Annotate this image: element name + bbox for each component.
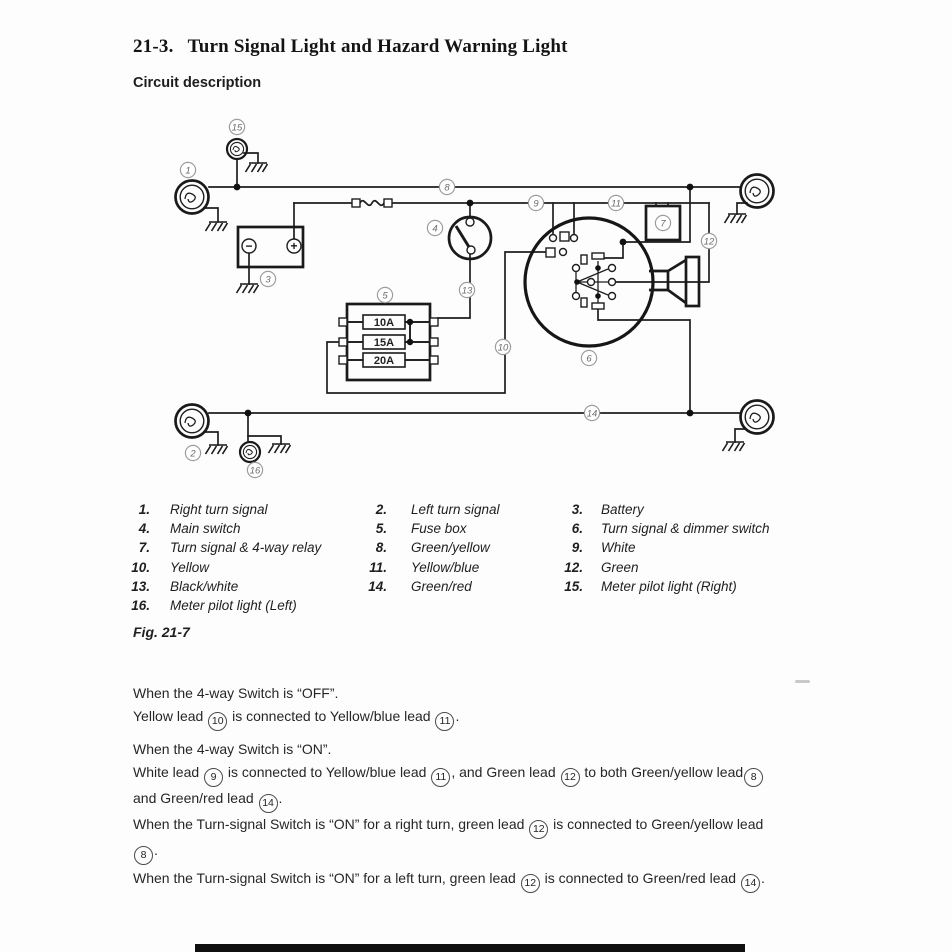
figure-caption: Fig. 21-7 — [133, 624, 190, 640]
left-turn-signal-lamp — [176, 405, 209, 438]
section-number: 21-3. — [133, 36, 174, 57]
diagram-label-4 — [427, 220, 442, 235]
legend-item: 13. Black/white — [131, 578, 239, 594]
lead-ref-12: 12 — [529, 820, 548, 839]
lead-ref-9: 9 — [204, 768, 223, 787]
svg-text:15: 15 — [231, 122, 243, 134]
diagram-label-1 — [180, 162, 195, 177]
fuse-10a-label: 10A — [373, 317, 395, 329]
svg-text:7: 7 — [660, 218, 666, 230]
fuse-15a-label: 15A — [373, 337, 395, 349]
diagram-number-labels — [180, 119, 716, 477]
lead-ref-11: 11 — [431, 768, 450, 787]
left-rear-turn-lamp — [741, 401, 774, 434]
diagram-label-7 — [655, 215, 670, 230]
paragraph-4way-on: When the 4-way Switch is “ON”. White lead 9 is connected to Yellow/blue lead 11 , and Green lead 12 to both Green/yellow lead 8 and Green/red lead 14 . — [133, 738, 923, 813]
diagram-label-3 — [260, 271, 275, 286]
legend-item: 15. Meter pilot light (Right) — [564, 578, 737, 594]
battery-plus-sign: + — [290, 239, 298, 253]
svg-text:8: 8 — [444, 182, 450, 194]
paragraph-4way-off: When the 4-way Switch is “OFF”. Yellow lead 10 is connected to Yellow/blue lead 11 . — [133, 682, 923, 731]
fuse-20a-label: 20A — [373, 355, 395, 367]
fuse-box — [339, 304, 438, 380]
svg-text:6: 6 — [586, 353, 592, 365]
right-rear-turn-lamp — [741, 175, 774, 208]
diagram-label-8 — [439, 179, 454, 194]
diagram-label-10 — [495, 339, 510, 354]
diagram-label-16 — [247, 462, 262, 477]
scan-artifact — [795, 680, 810, 683]
legend-item: 9. White — [571, 540, 636, 556]
svg-text:12: 12 — [703, 236, 715, 248]
svg-text:4: 4 — [432, 223, 438, 235]
lead-ref-8: 8 — [134, 846, 153, 865]
svg-text:9: 9 — [533, 198, 539, 210]
svg-text:16: 16 — [249, 465, 261, 477]
diagram-label-13 — [459, 282, 474, 297]
lead-ref-12: 12 — [521, 874, 540, 893]
diagram-label-5 — [377, 287, 392, 302]
legend-item: 2. Left turn signal — [375, 502, 500, 517]
meter-pilot-left-lamp — [240, 442, 260, 462]
legend-item: 10. Yellow — [131, 559, 210, 575]
paragraph-right-turn: When the Turn-signal Switch is “ON” for a right turn, green lead 12 is connected to Green/yellow lead 8 . — [133, 813, 923, 865]
legend-column-2 — [355, 500, 500, 596]
switch-connector — [546, 232, 616, 309]
diagram-label-14 — [584, 405, 599, 420]
diagram-label-12 — [701, 233, 716, 248]
svg-text:5: 5 — [382, 290, 388, 302]
meter-pilot-right-lamp — [227, 139, 247, 159]
legend-item: 12. Green — [564, 559, 639, 575]
legend-item: 16. Meter pilot light (Left) — [131, 598, 297, 614]
diagram-label-15 — [229, 119, 244, 134]
legend-column-1 — [120, 500, 321, 615]
svg-text:10: 10 — [497, 342, 509, 354]
svg-text:14: 14 — [586, 408, 598, 420]
legend-item: 14. Green/red — [368, 578, 472, 594]
svg-text:11: 11 — [611, 198, 621, 210]
lead-ref-10: 10 — [208, 712, 227, 731]
legend-item: 7. Turn signal & 4-way relay — [138, 540, 322, 556]
svg-text:13: 13 — [461, 285, 473, 297]
legend-item: 4. Main switch — [138, 521, 241, 537]
section-title: Turn Signal Light and Hazard Warning Light — [187, 36, 568, 57]
right-turn-signal-lamp — [176, 181, 209, 214]
lead-ref-14: 14 — [741, 874, 760, 893]
legend-item: 3. Battery — [571, 502, 644, 517]
legend-item: 1. Right turn signal — [138, 502, 268, 517]
diagram-label-6 — [581, 350, 596, 365]
svg-text:1: 1 — [185, 165, 191, 177]
battery-minus-sign: − — [245, 239, 253, 253]
circuit-description-heading: Circuit description — [133, 75, 262, 91]
diagram-label-11 — [608, 195, 623, 210]
lead-ref-12: 12 — [561, 768, 580, 787]
svg-text:2: 2 — [190, 448, 196, 460]
scan-edge-artifact — [195, 944, 745, 952]
diagram-label-2 — [185, 445, 200, 460]
main-switch — [449, 217, 491, 259]
lead-ref-8: 8 — [744, 768, 763, 787]
paragraph-left-turn: When the Turn-signal Switch is “ON” for a left turn, green lead 12 is connected to Green/red lead 14 . — [133, 867, 923, 893]
svg-text:3: 3 — [265, 274, 271, 286]
legend-item: 6. Turn signal & dimmer switch — [571, 521, 770, 537]
legend-item: 8. Green/yellow — [375, 540, 490, 556]
diagram-label-9 — [528, 195, 543, 210]
legend-column-3 — [551, 500, 770, 596]
legend-item: 5. Fuse box — [375, 521, 467, 537]
lead-ref-11: 11 — [435, 712, 454, 731]
legend-item: 11. Yellow/blue — [369, 559, 480, 575]
wires — [204, 153, 747, 445]
lead-ref-14: 14 — [259, 794, 278, 813]
